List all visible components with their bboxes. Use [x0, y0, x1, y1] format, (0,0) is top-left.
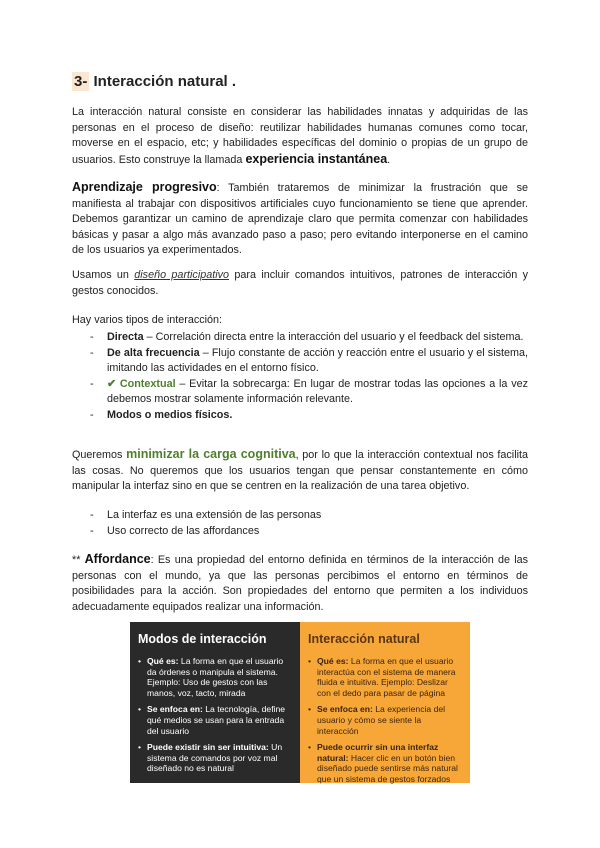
- bullet-icon: •: [308, 704, 312, 715]
- list-item: [138, 704, 292, 736]
- item-text: La tecnología, define qué medios se usan para la entrada del usuario: [147, 704, 286, 736]
- experiencia-instantanea-term: experiencia instantánea: [245, 151, 388, 166]
- modos-interaccion-column: [130, 622, 300, 783]
- type-text: – Flujo constante de acción y reacción entre el usuario y el sistema, imitando las actividades en el entorno físico.: [107, 346, 529, 374]
- list-item: [308, 742, 462, 784]
- paragraph-participativo-pre: Usamos un: [72, 269, 135, 281]
- list-item: [90, 377, 528, 408]
- paragraph-carga-post: , por lo que la interacción contextual nos facilita las cosas. No queremos que los usuarios tengan que pensar constantemente en cómo manipular la interfaz sino en que se centren en la realización de una tarea objetivo.: [72, 449, 529, 492]
- paragraph-aprendizaje-text: : También trataremos de minimizar la frustración que se manifiesta al trabajar con dispositivos artificiales cuyo funcionamiento se tiene que aprender. Debemos garantizar un camino de aprendizaje claro que permita comenzar con habilidades básicas y pasar a algo más avanzado paso a paso; pero evitando interponerse en el camino de los usuarios ya experimentados.: [72, 182, 528, 256]
- list-item: [90, 408, 528, 424]
- interaccion-natural-column: [300, 622, 470, 783]
- interface-bullets: [90, 508, 528, 539]
- type-text: – Evitar la sobrecarga: En lugar de mostrar todas las opciones a la vez debemos mostrar solamente información relevante.: [107, 377, 528, 405]
- type-text: – Correlación directa entre la interacción del usuario y el feedback del sistema.: [143, 331, 524, 343]
- paragraph-types-intro: Hay varios tipos de interacción:: [72, 314, 223, 326]
- item-label: Puede ocurrir sin una interfaz natural:: [317, 742, 439, 763]
- section-title: Interacción natural .: [93, 73, 237, 90]
- modos-interaccion-title: Modos de interacción: [138, 632, 267, 646]
- paragraph-intro-end: .: [387, 153, 391, 166]
- bullet-icon: •: [138, 704, 142, 715]
- bullet-icon: •: [308, 656, 312, 666]
- interaction-types-list: [90, 330, 528, 423]
- paragraph-participativo-post: para incluir comandos intuitivos, patrones de interacción y gestos conocidos.: [72, 269, 528, 297]
- list-dash: -: [90, 346, 94, 359]
- list-dash: -: [90, 377, 94, 390]
- list-item: [90, 508, 528, 524]
- item-label: Puede existir sin ser intuitiva:: [147, 742, 269, 753]
- carga-cognitiva-highlight: minimizar la carga cognitiva: [126, 447, 296, 461]
- comparison-infographic: [130, 622, 470, 783]
- item-text: La experiencia del usuario y cómo se siente la interacción: [317, 704, 446, 736]
- list-item: [138, 742, 292, 774]
- type-term-directa: Directa: [107, 331, 144, 343]
- diseno-participativo-link[interactable]: diseño participativo: [134, 269, 230, 281]
- bullet-icon: •: [308, 742, 312, 753]
- list-dash: -: [90, 524, 94, 537]
- section-heading: [72, 73, 236, 90]
- list-item: [308, 704, 462, 736]
- list-item: [90, 524, 528, 540]
- type-term-alta-frecuencia: De alta frecuencia: [107, 346, 200, 359]
- paragraph-intro-text: La interacción natural consiste en considerar las habilidades innatas y adquiridas de las personas en el proceso de diseño: reutilizar habilidades humanas comunes como tocar, moverse en el espacio, etc; y habilidades específicas del dominio o propias de un grupo de usuarios. Esto construye la llamada: [72, 106, 528, 166]
- item-text: Hacer clic en un botón bien diseñado puede sentirse más natural que un sistema de gestos forzados: [317, 752, 458, 784]
- list-dash: -: [90, 331, 94, 343]
- section-number: 3-: [74, 73, 88, 90]
- item-label: Qué es:: [317, 656, 349, 666]
- item-label: Se enfoca en:: [317, 704, 373, 715]
- paragraph-carga-pre: Queremos: [72, 449, 127, 461]
- paragraph-affordance-text: : Es una propiedad del entorno definida en términos de la interacción de las personas con el mundo, ya que las personas percibimos el entorno en términos de posibilidades para la acción. Son propiedades del entorno que permiten a los individuos adecuadamente equipados realizar una información.: [72, 554, 528, 613]
- list-item: [90, 330, 528, 346]
- bullet-text: La interfaz es una extensión de las personas: [107, 509, 322, 521]
- item-label: Qué es:: [147, 656, 179, 666]
- bullet-text: Uso correcto de las affordances: [107, 524, 260, 537]
- list-item: [90, 346, 528, 377]
- paragraph-carga-cognitiva: [72, 447, 528, 495]
- paragraph-affordance-pre: **: [72, 554, 85, 566]
- list-item: [308, 656, 462, 698]
- paragraph-participativo: [72, 268, 528, 299]
- item-label: Se enfoca en:: [147, 704, 203, 715]
- item-text: La forma en que el usuario interactúa con el sistema de manera fluida e intuitiva. Ejemplo: Deslizar con el dedo para pasar de página: [317, 656, 456, 698]
- paragraph-affordance: [72, 552, 528, 615]
- aprendizaje-progresivo-term: Aprendizaje progresivo: [72, 180, 217, 194]
- bullet-icon: •: [138, 656, 142, 666]
- affordance-term: Affordance: [84, 552, 151, 566]
- type-term-contextual: ✔ Contextual: [107, 377, 176, 390]
- bullet-icon: •: [138, 742, 142, 753]
- paragraph-aprendizaje: [72, 180, 528, 259]
- type-term-modos: Modos o medios físicos.: [107, 408, 233, 421]
- item-text: Un sistema de comandos por voz mal diseñado no es natural: [147, 742, 283, 774]
- interaccion-natural-title: Interacción natural: [308, 632, 420, 646]
- paragraph-intro: [72, 105, 528, 168]
- list-dash: -: [90, 408, 94, 421]
- list-item: [138, 656, 292, 698]
- list-dash: -: [90, 509, 94, 521]
- item-text: La forma en que el usuario da órdenes o manipula el sistema. Ejemplo: Uso de gestos con las manos, voz, tacto, mirada: [147, 656, 284, 698]
